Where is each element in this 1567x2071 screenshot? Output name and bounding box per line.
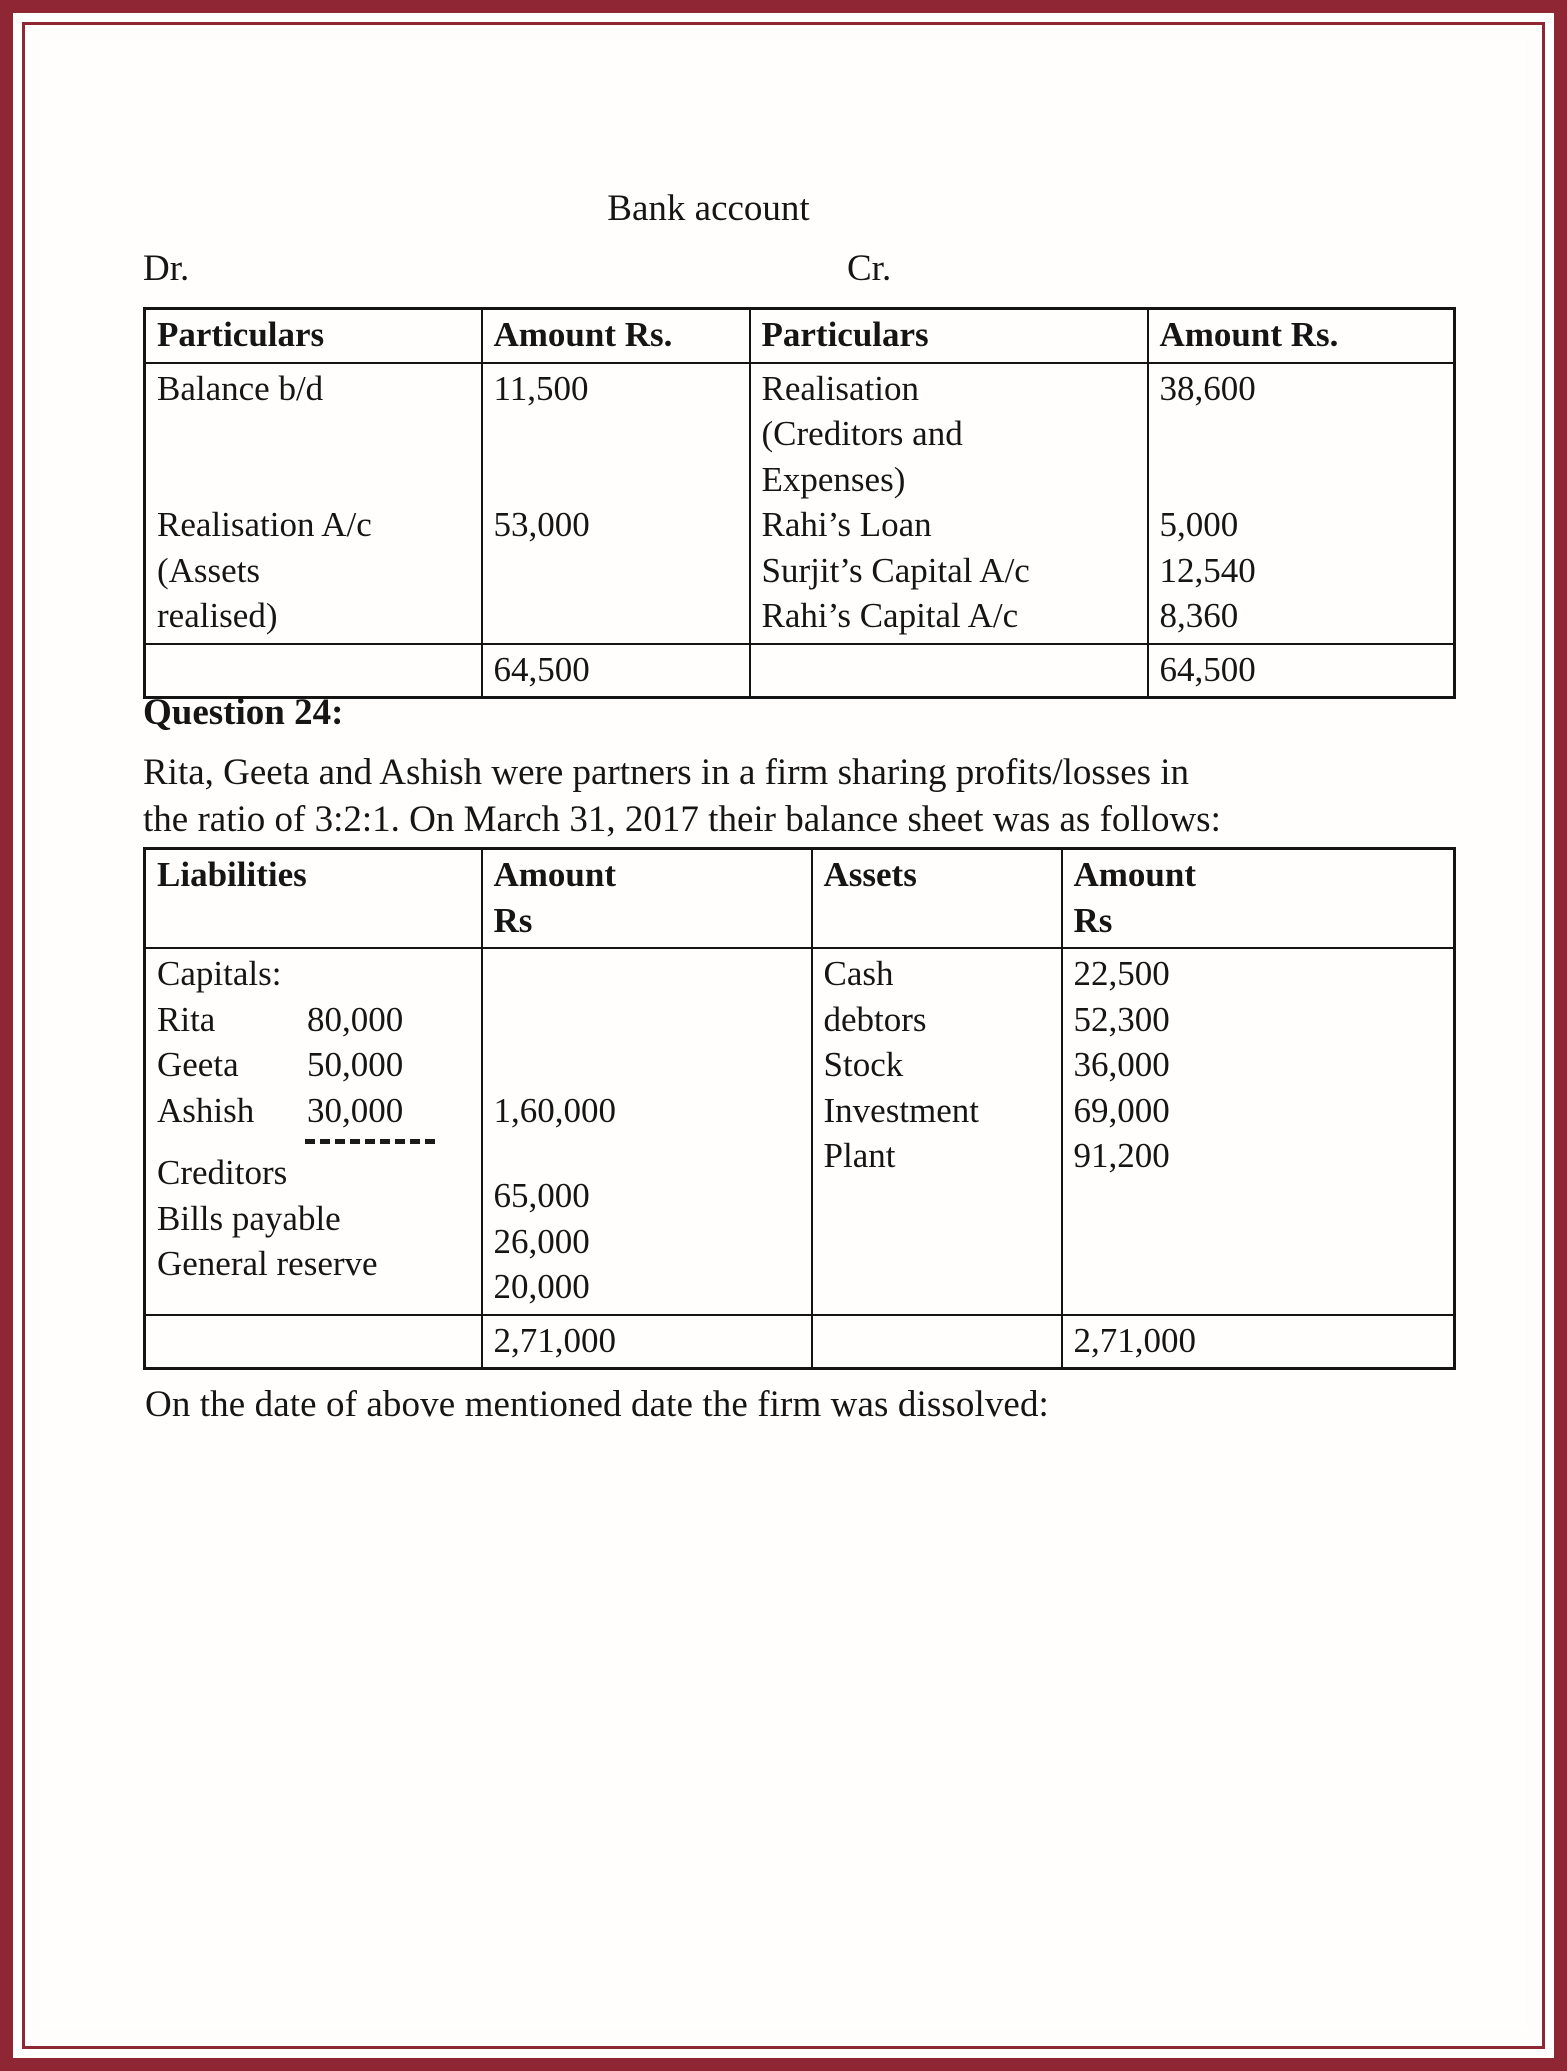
header-amount-liabilities	[482, 849, 812, 949]
blank-line	[494, 1042, 802, 1088]
list-item	[157, 997, 472, 1043]
header-amount-liabilities-line2: Rs	[493, 900, 533, 940]
credit-line-1: (Creditors and	[761, 414, 963, 453]
assets-amount-cell	[1062, 948, 1455, 1315]
debit-line-0: Balance b/d	[157, 368, 324, 408]
partner-amount-ashish: 30,000	[307, 1090, 404, 1130]
total-liabilities: 2,71,000	[482, 1315, 812, 1369]
document-sheet	[41, 41, 1526, 2030]
spacer	[494, 1133, 802, 1173]
partner-name-geeta: Geeta	[157, 1045, 239, 1084]
blank-line	[494, 951, 802, 997]
partner-name-rita: Rita	[157, 999, 216, 1039]
total-blank-assets	[812, 1315, 1062, 1369]
liability-amount-bills-payable: 26,000	[493, 1221, 590, 1261]
debit-line-1	[157, 411, 472, 457]
credit-line-3: Rahi’s Loan	[761, 505, 932, 544]
total-debit: 64,500	[482, 644, 750, 698]
asset-label-stock: Stock	[823, 1045, 904, 1084]
capitals-label: Capitals:	[157, 954, 282, 993]
asset-amount-plant: 91,200	[1073, 1136, 1170, 1175]
liability-label-general-reserve: General reserve	[157, 1244, 378, 1283]
credit-particulars-cell	[750, 363, 1148, 644]
credit-amount-4: 12,540	[1159, 550, 1256, 590]
debit-amount-1	[494, 411, 740, 457]
page-border-inner	[22, 22, 1545, 2049]
debit-credit-labels	[125, 247, 1455, 297]
total-blank-left	[145, 644, 482, 698]
header-amount-credit: Amount Rs.	[1148, 309, 1455, 363]
debit-amount-0: 11,500	[493, 368, 589, 408]
question-heading: Question 24:	[143, 692, 344, 733]
partner-amount-rita: 80,000	[307, 999, 404, 1039]
liability-amount-general-reserve: 20,000	[493, 1267, 590, 1306]
list-item	[157, 1042, 472, 1088]
liability-label-bills-payable: Bills payable	[157, 1198, 341, 1238]
question-text	[143, 749, 1433, 844]
header-particulars-debit: Particulars	[145, 309, 482, 363]
header-amount-liabilities-line1: Amount	[493, 855, 617, 894]
table-header-row	[145, 309, 1455, 363]
liabilities-cell	[145, 948, 482, 1315]
table-row	[145, 948, 1455, 1315]
debit-amount-cell	[482, 363, 750, 644]
debit-particulars-cell	[145, 363, 482, 644]
bank-account-table	[143, 307, 1456, 699]
asset-label-investment: Investment	[823, 1090, 980, 1130]
asset-label-plant: Plant	[823, 1136, 896, 1175]
closing-note: On the date of above mentioned date the firm was dissolved:	[145, 1384, 1049, 1425]
table-header-row	[145, 849, 1455, 949]
asset-amount-cash: 22,500	[1073, 954, 1170, 993]
liability-label-creditors: Creditors	[157, 1153, 288, 1192]
header-amount-assets	[1062, 849, 1455, 949]
debit-amount-3: 53,000	[493, 505, 590, 544]
asset-label-debtors: debtors	[823, 999, 927, 1039]
debit-amount-2	[494, 457, 740, 503]
credit-line-0: Realisation	[761, 368, 919, 408]
dr-label: Dr.	[143, 248, 190, 289]
debit-line-2	[157, 457, 472, 503]
list-item	[157, 1088, 472, 1134]
header-liabilities: Liabilities	[145, 849, 482, 949]
capitals-total-amount: 1,60,000	[493, 1090, 616, 1130]
asset-label-cash: Cash	[823, 954, 894, 993]
capitals-subtotal-rule	[305, 1139, 435, 1144]
table-total-row	[145, 644, 1455, 698]
asset-amount-stock: 36,000	[1073, 1045, 1170, 1084]
header-assets: Assets	[812, 849, 1062, 949]
credit-line-4: Surjit’s Capital A/c	[761, 550, 1030, 590]
credit-amount-1	[1160, 411, 1445, 457]
header-amount-assets-line2: Rs	[1073, 900, 1113, 940]
liabilities-amount-cell	[482, 948, 812, 1315]
credit-amount-5: 8,360	[1159, 596, 1239, 635]
partner-name-ashish: Ashish	[157, 1090, 255, 1130]
cr-label: Cr.	[847, 248, 892, 289]
liability-amount-creditors: 65,000	[493, 1176, 590, 1215]
credit-line-2: Expenses)	[761, 459, 906, 499]
header-amount-assets-line1: Amount	[1073, 855, 1197, 894]
question-text-line-2: the ratio of 3:2:1. On March 31, 2017 their balance sheet was as follows:	[143, 799, 1221, 841]
table-row	[145, 363, 1455, 644]
credit-amount-2	[1160, 457, 1445, 503]
credit-amount-cell	[1148, 363, 1455, 644]
question-text-line-1: Rita, Geeta and Ashish were partners in a firm sharing profits/losses in	[143, 752, 1190, 793]
debit-line-3: Realisation A/c	[157, 505, 372, 544]
total-blank-liabilities	[145, 1315, 482, 1369]
credit-amount-0: 38,600	[1159, 368, 1256, 408]
ledger-title: Bank account	[607, 188, 810, 229]
asset-amount-debtors: 52,300	[1073, 999, 1170, 1039]
asset-amount-investment: 69,000	[1073, 1090, 1170, 1130]
total-blank-right	[750, 644, 1148, 698]
debit-line-5: realised)	[157, 596, 278, 635]
blank-line	[494, 997, 802, 1043]
total-credit: 64,500	[1148, 644, 1455, 698]
total-assets: 2,71,000	[1062, 1315, 1455, 1369]
partner-amount-geeta: 50,000	[307, 1045, 404, 1084]
credit-line-5: Rahi’s Capital A/c	[761, 596, 1019, 635]
table-total-row	[145, 1315, 1455, 1369]
debit-line-4: (Assets	[157, 550, 261, 590]
header-particulars-credit: Particulars	[750, 309, 1148, 363]
assets-cell	[812, 948, 1062, 1315]
credit-amount-3: 5,000	[1159, 505, 1239, 544]
header-amount-debit: Amount Rs.	[482, 309, 750, 363]
balance-sheet-table	[143, 847, 1456, 1370]
